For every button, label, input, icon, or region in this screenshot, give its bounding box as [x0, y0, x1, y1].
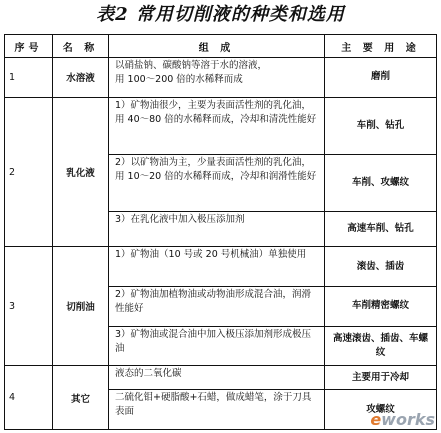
row-use: 车削、钻孔	[325, 97, 437, 154]
row-name: 其它	[53, 366, 109, 430]
header-composition: 组 成	[109, 35, 325, 58]
row-composition	[109, 58, 325, 98]
composition-line: 以硝盐钠、碳酸钠等溶于水的溶液，	[115, 60, 268, 72]
row-composition: 2）矿物油加植物油或动物油形成混合油，润滑性能好	[109, 286, 325, 326]
eworks-watermark-logo	[370, 410, 435, 429]
row-no: 4	[5, 366, 53, 430]
row-composition: 3）矿物油或混合油中加入极压添加剂形成极压油	[109, 326, 325, 366]
row-use: 高速车削、钻孔	[325, 212, 437, 247]
row-use: 高速滚齿、插齿、车螺纹	[325, 326, 437, 366]
table-row	[5, 247, 437, 287]
header-uses: 主 要 用 途	[325, 35, 437, 58]
row-name: 乳化液	[53, 97, 109, 247]
row-name: 水溶液	[53, 58, 109, 98]
row-composition: 2）以矿物油为主，少量表面活性剂的乳化油，用 10～20 倍的水稀释而成，冷却和润滑性能好	[109, 154, 325, 211]
row-name: 切削油	[53, 247, 109, 366]
watermark-rest: works	[381, 410, 435, 429]
row-use: 攻螺纹	[325, 390, 437, 430]
row-composition: 3）在乳化液中加入极压添加剂	[109, 212, 325, 247]
watermark-prefix: e	[370, 410, 382, 429]
header-no: 序号	[5, 35, 53, 58]
table-row	[5, 97, 437, 154]
row-no: 2	[5, 97, 53, 247]
row-composition: 1）矿物油很少，主要为表面活性剂的乳化油，用 40～80 倍的水稀释而成，冷却和清洗性能好	[109, 97, 325, 154]
row-use: 车削、攻螺纹	[325, 154, 437, 211]
row-composition: 1）矿物油（10 号或 20 号机械油）单独使用	[109, 247, 325, 287]
row-no: 3	[5, 247, 53, 366]
row-use: 磨削	[325, 58, 437, 98]
composition-line: 用 100～200 倍的水稀释而成	[115, 74, 243, 86]
row-use: 车削精密螺纹	[325, 286, 437, 326]
header-name: 名 称	[53, 35, 109, 58]
row-composition: 二硫化钼+硬脂酸+石蜡，做成蜡笔，涂于刀具表面	[109, 390, 325, 430]
header-row	[5, 35, 437, 58]
table-row	[5, 366, 437, 390]
cutting-fluid-table	[4, 34, 437, 430]
table-title: 表2 常用切削液的种类和选用	[96, 4, 345, 25]
row-use: 滚齿、插齿	[325, 247, 437, 287]
row-use: 主要用于冷却	[325, 366, 437, 390]
row-no: 1	[5, 58, 53, 98]
table-row	[5, 58, 437, 98]
row-composition: 液态的二氧化碳	[109, 366, 325, 390]
